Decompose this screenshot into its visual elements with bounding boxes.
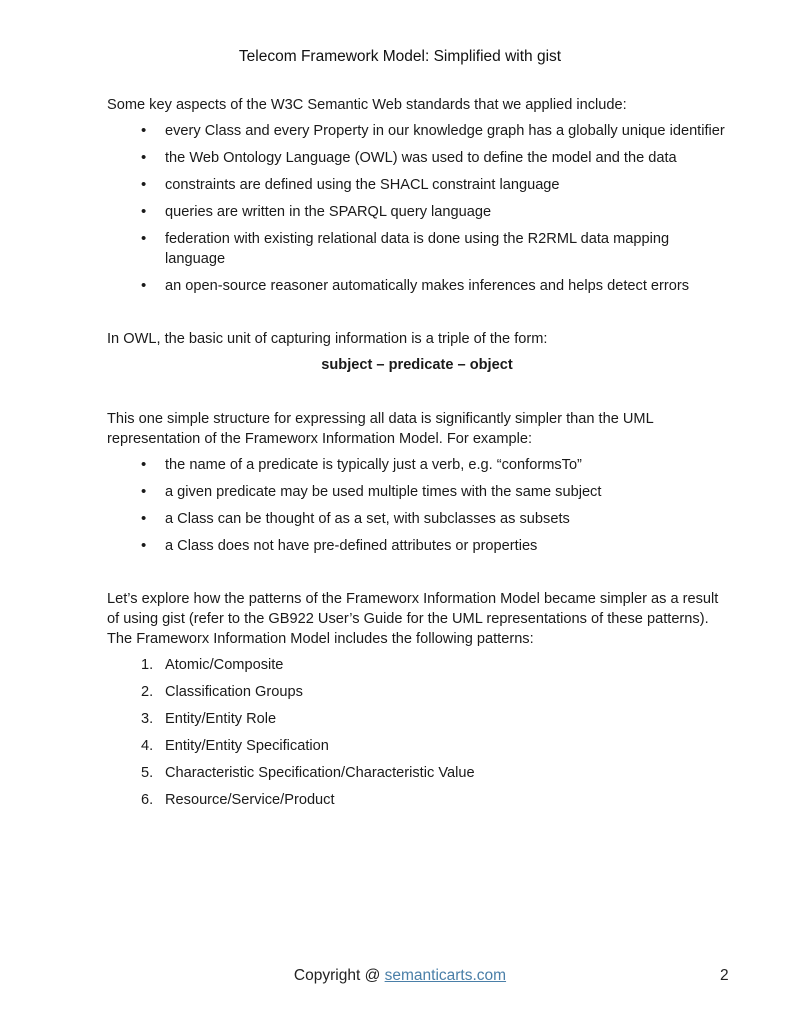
list-item <box>107 790 727 810</box>
structure-intro: This one simple structure for expressing all data is significantly simpler than the UML representation of the Frameworx Information Model. For example: <box>107 411 654 447</box>
list-item <box>107 736 727 756</box>
list-label: Entity/Entity Specification <box>165 738 329 754</box>
example-list <box>107 455 727 556</box>
list-item: • a given predicate may be used multiple times with the same subject <box>107 482 727 502</box>
standards-intro: Some key aspects of the W3C Semantic Web standards that we applied include: <box>107 97 627 113</box>
list-item: • the Web Ontology Language (OWL) was used to define the model and the data <box>107 148 727 168</box>
list-label: Entity/Entity Role <box>165 711 277 727</box>
list-number: 5. <box>141 765 154 781</box>
list-item: • a Class does not have pre-defined attributes or properties <box>107 536 727 556</box>
list-item: • an open-source reasoner automatically makes inferences and helps detect errors <box>107 276 727 296</box>
list-item <box>107 655 727 675</box>
document-body <box>107 95 727 817</box>
list-label: Classification Groups <box>165 684 303 700</box>
triple-form: subject – predicate – object <box>321 357 513 373</box>
list-number: 2. <box>141 684 154 700</box>
list-label: Atomic/Composite <box>165 657 284 673</box>
standards-list <box>107 121 727 296</box>
semanticarts-link[interactable]: semanticarts.com <box>384 967 507 984</box>
list-item <box>107 763 727 783</box>
list-number: 6. <box>141 792 154 808</box>
page-number: 2 <box>720 967 729 984</box>
owl-intro: In OWL, the basic unit of capturing information is a triple of the form: <box>107 331 548 347</box>
list-number: 4. <box>141 738 154 754</box>
patterns-intro: Let’s explore how the patterns of the Frameworx Information Model became simpler as a result of using gist (refer to the GB922 User’s Guide for the UML representations of these patterns). The Frameworx Information Model includes the following patterns: <box>107 591 719 647</box>
list-item: • federation with existing relational data is done using the R2RML data mapping language <box>107 229 727 269</box>
list-item: • a Class can be thought of as a set, with subclasses as subsets <box>107 509 727 529</box>
list-item: • every Class and every Property in our knowledge graph has a globally unique identifier <box>107 121 727 141</box>
list-item: • the name of a predicate is typically just a verb, e.g. “conformsTo” <box>107 455 727 475</box>
footer-copyright <box>0 967 800 985</box>
page-title: Telecom Framework Model: Simplified with gist <box>238 48 562 65</box>
list-label: Characteristic Specification/Characteristic Value <box>165 765 475 781</box>
list-number: 1. <box>141 657 154 673</box>
list-item <box>107 709 727 729</box>
list-item: • queries are written in the SPARQL query language <box>107 202 727 222</box>
copyright-text: Copyright @ <box>293 967 385 984</box>
list-number: 3. <box>141 711 154 727</box>
patterns-list <box>107 655 727 810</box>
list-label: Resource/Service/Product <box>165 792 335 808</box>
list-item: • constraints are defined using the SHACL constraint language <box>107 175 727 195</box>
list-item <box>107 682 727 702</box>
